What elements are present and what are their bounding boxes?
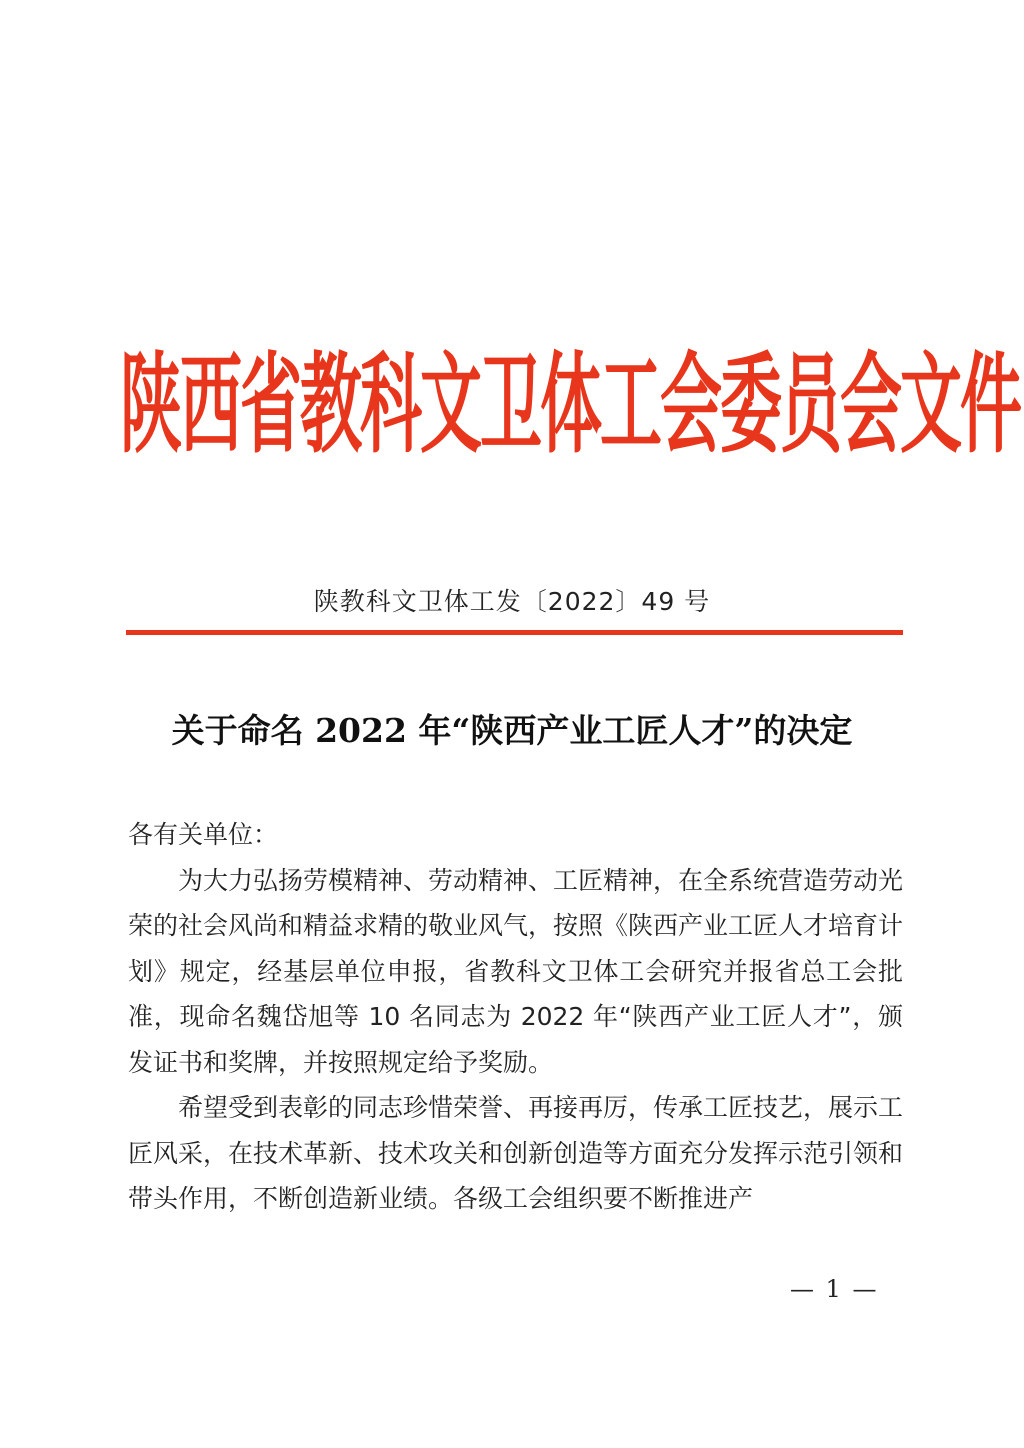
red-divider-line <box>126 630 903 635</box>
document-body <box>128 812 903 1222</box>
body-paragraph-1: 为大力弘扬劳模精神、劳动精神、工匠精神，在全系统营造劳动光荣的社会风尚和精益求精的敬业风气，按照《陕西产业工匠人才培育计划》规定，经基层单位申报，省教科文卫体工会研究并报省总工会批准，现命名魏岱旭等 10 名同志为 2022 年“陕西产业工匠人才”，颁发证书和奖牌，并按照规定给予奖励。 <box>128 865 904 1077</box>
body-paragraph-2: 希望受到表彰的同志珍惜荣誉、再接再厉，传承工匠技艺，展示工匠风采，在技术革新、技术攻关和创新创造等方面充分发挥示范引领和带头作用，不断创造新业绩。各级工会组织要不断推进产 <box>128 1093 904 1213</box>
masthead-title: 陕西省教科文卫体工会委员会文件 <box>120 340 1021 468</box>
salutation: 各有关单位： <box>128 820 279 849</box>
document-number: 陕教科文卫体工发〔2022〕49 号 <box>313 587 711 616</box>
document-title: 关于命名 2022 年“陕西产业工匠人才”的决定 <box>171 711 853 750</box>
page-number: — 1 — <box>790 1275 879 1303</box>
